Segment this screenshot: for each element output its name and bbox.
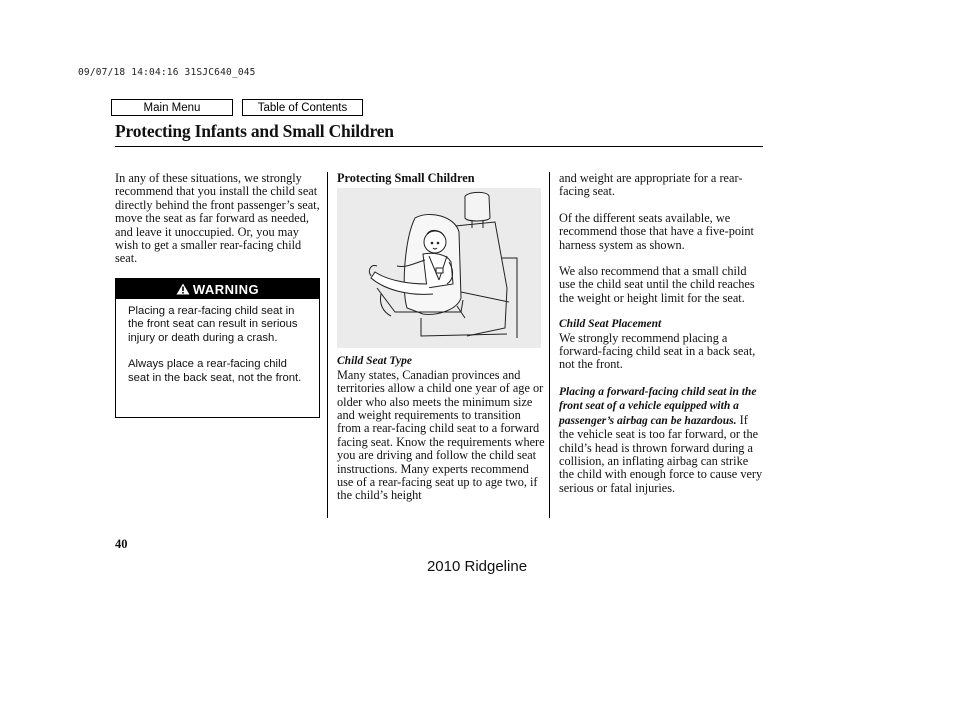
section-heading: Protecting Small Children bbox=[337, 171, 475, 185]
intro-paragraph: In any of these situations, we strongly recommend that you install the child seat directly behind the front passenger’s seat, move the seat as far forward as needed, and leave it unoccupied. Or, you may wish to get a smaller rear-facing child seat. bbox=[115, 171, 320, 266]
warning-header bbox=[116, 279, 319, 299]
hazard-text: If the vehicle seat is too far forward, or the child’s head is thrown forward during a collision, an inflating airbag can strike the child with enough force to cause very serious or fatal injuries. bbox=[559, 412, 763, 495]
child-in-seat-drawing bbox=[337, 188, 541, 348]
warning-body bbox=[116, 299, 319, 385]
warning-paragraph-2: Always place a rear-facing child seat in the back seat, not the front. bbox=[128, 358, 302, 384]
column-divider bbox=[549, 172, 550, 518]
column-3 bbox=[559, 172, 765, 495]
table-of-contents-button[interactable]: Table of Contents bbox=[242, 99, 363, 116]
hazard-emphasis: Placing a forward-facing child seat in the front seat of a vehicle equipped with a passenger’s airbag can be hazardous. bbox=[559, 385, 757, 427]
page-number: 40 bbox=[115, 537, 128, 551]
column-1 bbox=[115, 172, 321, 266]
child-seat-placement-heading: Child Seat Placement bbox=[559, 318, 662, 331]
warning-box bbox=[115, 278, 320, 418]
child-seat-illustration bbox=[337, 188, 541, 348]
child-seat-type-text: Many states, Canadian provinces and territories allow a child one year of age or older who also meets the minimum size and weight requirements to transition from a rear-facing child seat to a forward facing seat. Know the requirements where you are driving and follow the child seat instructions. Many experts recommend use of a rear-facing seat up to age two, if the child’s height bbox=[337, 367, 545, 503]
footer-model: 2010 Ridgeline bbox=[426, 558, 528, 575]
warning-triangle-icon bbox=[176, 283, 190, 295]
warning-paragraph-1: Placing a rear-facing child seat in the front seat can result in serious injury or death during a crash. bbox=[128, 305, 298, 344]
small-child-paragraph: We also recommend that a small child use the child seat until the child reaches the weight or height limit for the seat. bbox=[559, 264, 755, 305]
hazard-paragraph bbox=[559, 385, 765, 495]
column-2 bbox=[337, 172, 545, 503]
print-timestamp: 09/07/18 14:04:16 31SJC640_045 bbox=[78, 67, 256, 78]
warning-label: WARNING bbox=[192, 281, 260, 297]
main-menu-button[interactable]: Main Menu bbox=[111, 99, 233, 116]
continued-paragraph: and weight are appropriate for a rear-facing seat. bbox=[559, 171, 743, 199]
placement-paragraph: We strongly recommend placing a forward-facing child seat in a back seat, not the front. bbox=[559, 330, 756, 372]
title-divider bbox=[115, 146, 763, 147]
recommend-paragraph: Of the different seats available, we recommend those that have a five-point harness system as shown. bbox=[559, 210, 754, 252]
child-seat-type-heading: Child Seat Type bbox=[337, 355, 412, 368]
page-title: Protecting Infants and Small Children bbox=[115, 121, 394, 141]
column-divider bbox=[327, 172, 328, 518]
